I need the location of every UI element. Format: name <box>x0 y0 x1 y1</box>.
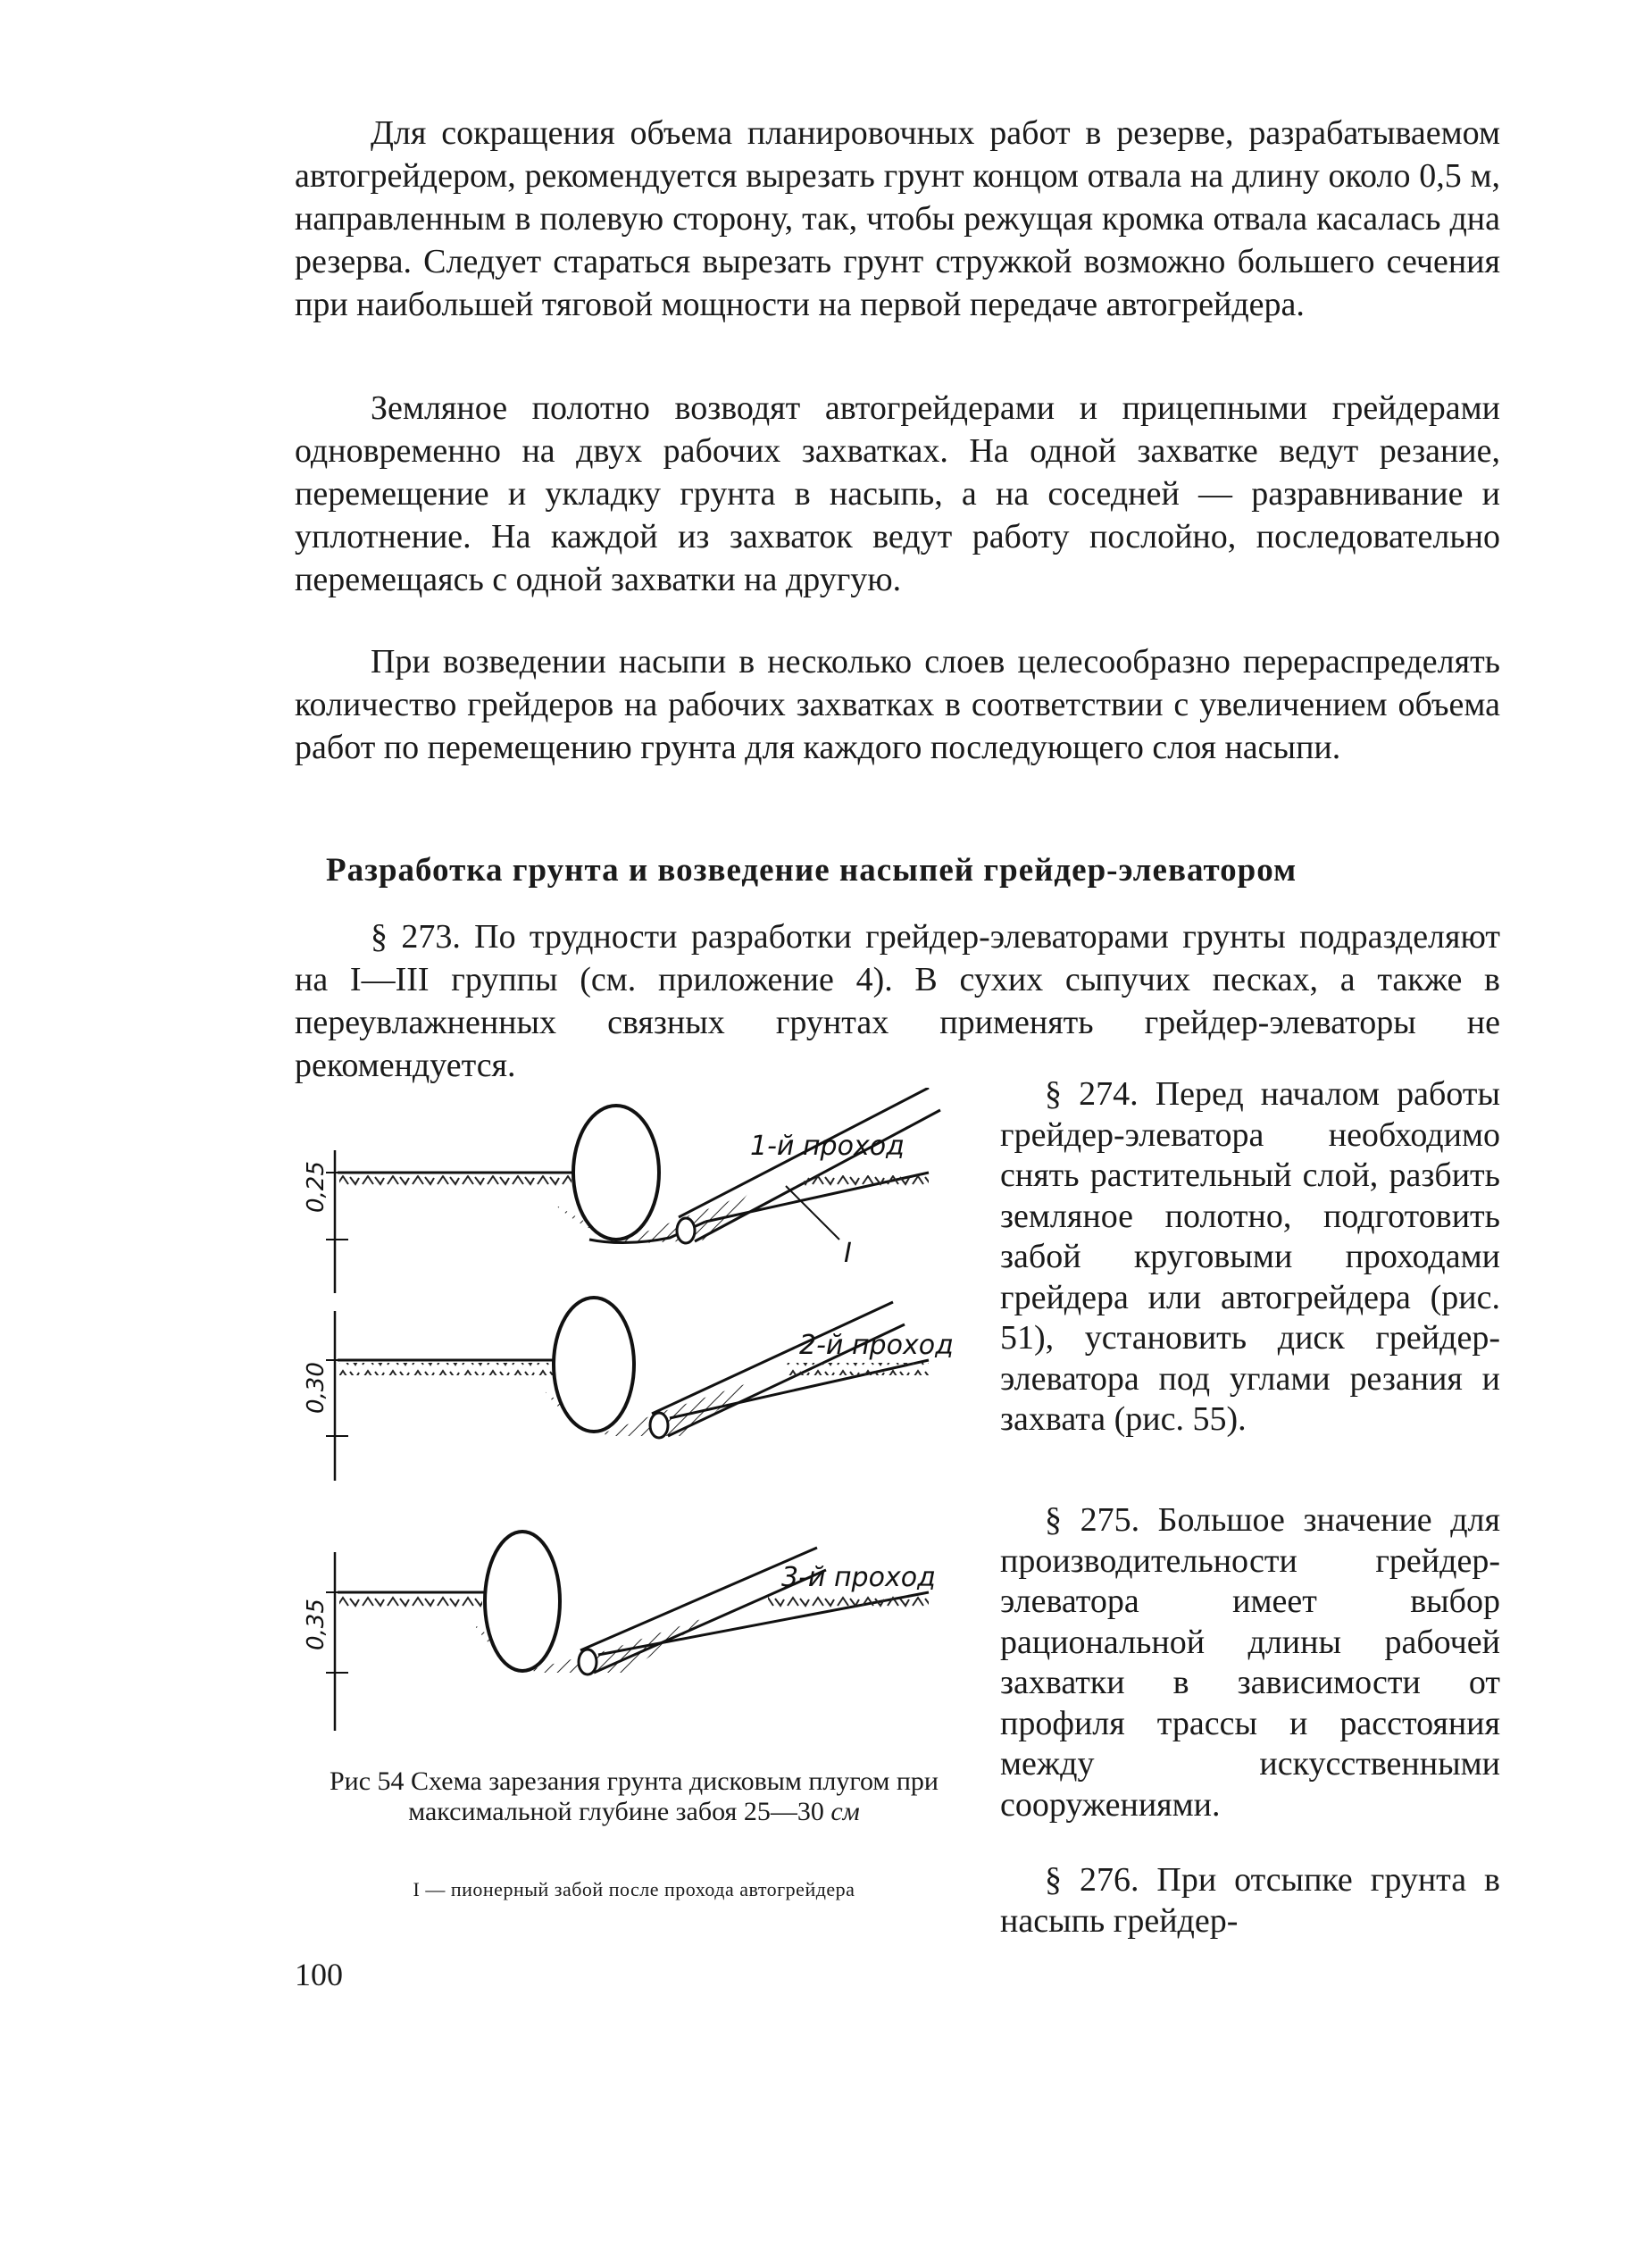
depth-label: 0,25 <box>303 1161 330 1213</box>
paragraph-273 <box>295 915 1500 1087</box>
paragraph-275 <box>1000 1500 1500 1825</box>
paragraph-text: § 276. При отсыпке грунта в насыпь грейдер- <box>1000 1861 1500 1940</box>
pass-2-diagram <box>303 1298 954 1481</box>
paragraph-text: § 274. Перед началом работы грейдер-элеватора необходимо снять растительный слой, разбить земляное полотно, подготовить забой круговыми проходами грейдера или автогрейдера (рис. 51), установить диск грейдер-элеватора под углами резания и захвата (рис. 55). <box>1000 1075 1500 1438</box>
paragraph-1 <box>295 112 1500 326</box>
depth-label: 0,30 <box>303 1362 330 1414</box>
pass-label: 1-й проход <box>750 1131 905 1162</box>
figure-note: I — пионерный забой после прохода автогрейдера <box>413 1878 855 1900</box>
pass-3-diagram <box>303 1532 936 1731</box>
figure-54 <box>286 1088 982 1749</box>
paragraph-text: Для сокращения объема планировочных работ в резерве, разрабатываемом автогрейдером, рекомендуется вырезать грунт концом отвала на длину около 0,5 м, направленным в полевую сторону, так, чтобы режущая кромка отвала касалась дна резерва. Следует стараться вырезать грунт стружкой возможно большего сечения при наибольшей тяговой мощности на первой передаче автогрейдера. <box>295 114 1500 323</box>
caption-text: Рис 54 Схема зарезания грунта дисковым плугом при максимальной глубине забоя 25—30 <box>329 1766 939 1826</box>
paragraph-text: Земляное полотно возводят автогрейдерами и прицепными грейдерами одновременно на двух рабочих захватках. На одной захватке ведут резание, перемещение и укладку грунта в насыпь, а на соседней — разравнивание и уплотнение. На каждой из захваток ведут работу послойно, последовательно перемещаясь с одной захватки на другую. <box>295 389 1500 598</box>
paragraph-text: § 275. Большое значение для производительности грейдер-элеватора имеет выбор рациональной длины рабочей захватки в зависимости от профиля трассы и расстояния между искусственными сооружениями. <box>1000 1501 1500 1824</box>
pass-1-diagram <box>303 1088 940 1293</box>
paragraph-3 <box>295 640 1500 769</box>
caption-unit: см <box>830 1797 860 1826</box>
paragraph-2 <box>295 387 1500 601</box>
figure-caption <box>290 1766 978 1827</box>
pioneer-marker: I <box>844 1238 852 1269</box>
disc-plough-diagram <box>286 1088 982 1749</box>
page-number: 100 <box>295 1957 343 1992</box>
paragraph-276 <box>1000 1860 1500 1942</box>
paragraph-274 <box>1000 1074 1500 1440</box>
depth-label: 0,35 <box>303 1599 330 1650</box>
paragraph-text: § 273. По трудности разработки грейдер-элеваторами грунты подразделяют на I—III группы (см. приложение 4). В сухих сыпучих песках, а также в переувлажненных связных грунтах применять грейдер-элеваторы не рекомендуется. <box>295 918 1500 1084</box>
pass-label: 2-й проход <box>799 1330 954 1361</box>
section-heading: Разработка грунта и возведение насыпей грейдер-элеватором <box>326 852 1297 889</box>
paragraph-text: При возведении насыпи в несколько слоев целесообразно перераспределять количество грейдеров на рабочих захватках в соответствии с увеличением объема работ по перемещению грунта для каждого последующего слоя насыпи. <box>295 643 1500 766</box>
pass-label: 3-й проход <box>781 1562 936 1593</box>
